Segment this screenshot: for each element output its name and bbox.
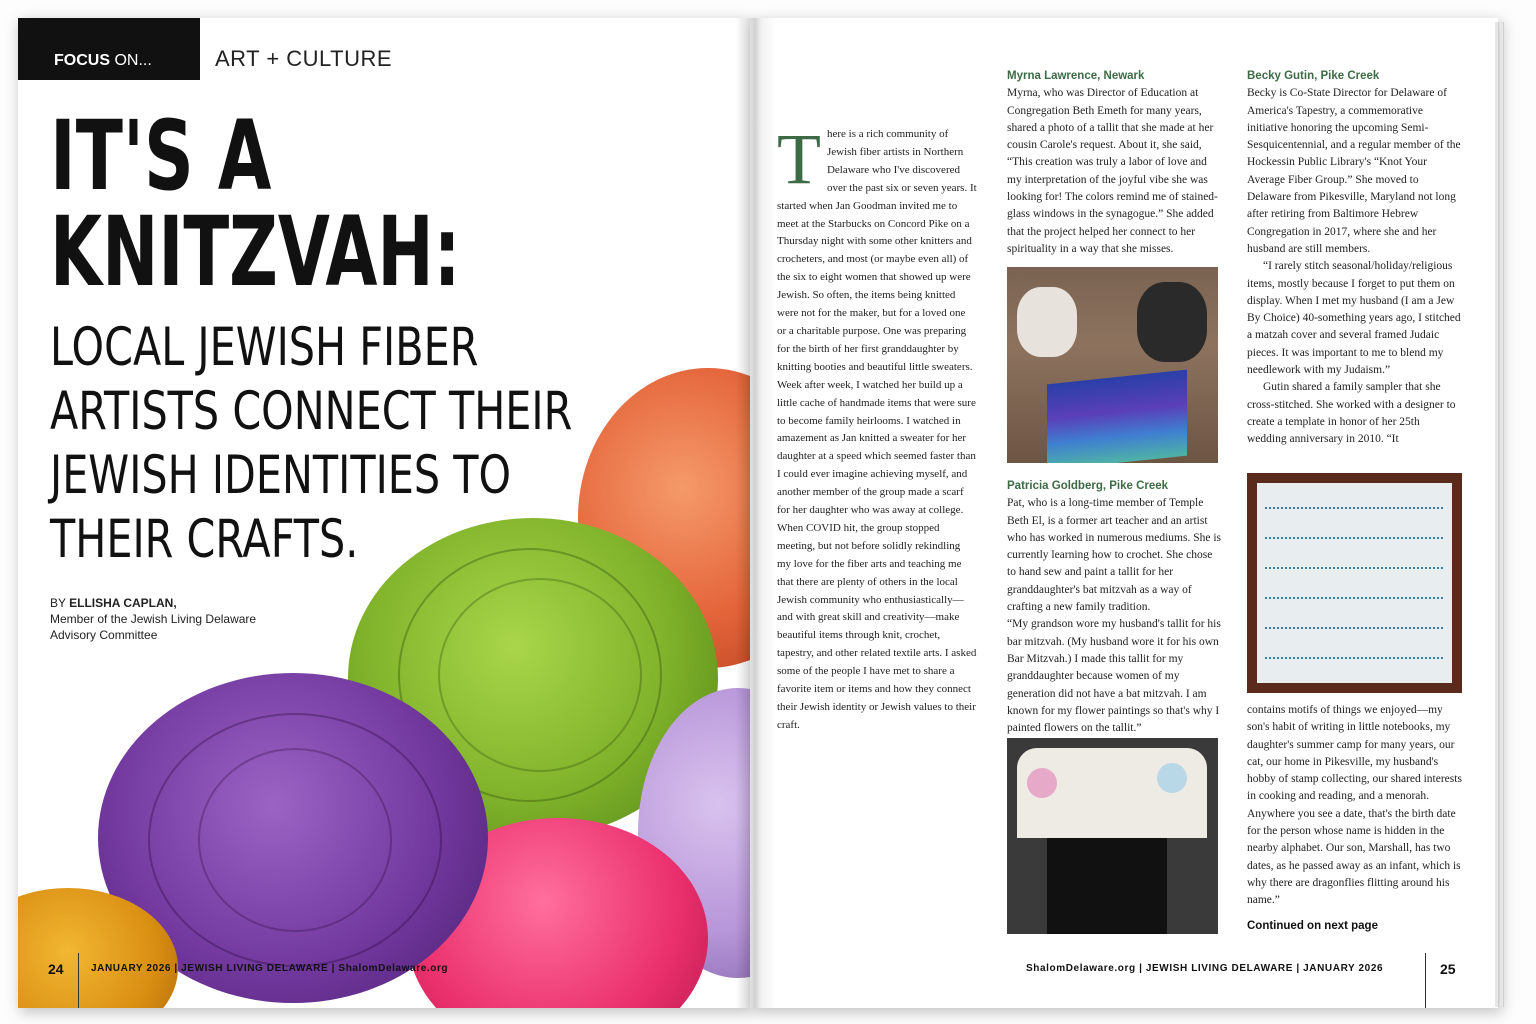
myrna-heading: Myrna Lawrence, Newark — [1007, 70, 1145, 82]
patricia-section — [1007, 478, 1222, 737]
focus-tab-bold: FOCUS — [54, 52, 110, 69]
becky-section-continued — [1247, 702, 1462, 935]
subhead-line-2: ARTISTS CONNECT THEIR — [50, 381, 573, 442]
subhead-line-1: LOCAL JEWISH FIBER — [50, 317, 479, 378]
focus-tab-rest: ON... — [110, 52, 152, 69]
headline-line-2: KNITZVAH: — [50, 196, 461, 308]
intro-text: here is a rich community of Jewish fiber artists in Northern Delaware who I've discovered over the past six or seven years. It started when Jan Goodman invited me to meet at the Starbucks on Concord Pike on a Thursday night with some other knitters and crocheters, and most (or maybe even all) of the six to eight women that showed up were Jewish. So often, the items being knitted were not for the maker, but for a loved one or a charitable purpose. One was preparing for the birth of her first granddaughter by knitting booties and beautiful little sweaters. Week after week, I watched her build up a little cache of handmade items that were sure to become family heirlooms. I watched in amazement as Jan knitted a sweater for her daughter at a speed which seemed faster than I could ever imagine achieving myself, and another member of the group made a scarf for her daughter who was away at college. When COVID hit, the group stopped meeting, but not before solidly rekindling my love for the fiber arts and teaching me that there are plenty of others in the local Jewish community who enthusiastically—and with great skill and creativity—make beautiful items through knit, crochet, tapestry, and other related textile arts. I asked some of the people I have met to share a favorite item or items and how they connect their Jewish identity or Jewish values to their craft. — [777, 128, 977, 731]
yarn-photo — [18, 348, 750, 958]
footer-divider-left — [78, 953, 79, 1008]
patricia-text-2: “My grandson wore my husband's tallit for his bar mitzvah. (My husband wore it for his own Bar Mitzvah.) I made this tallit for my granddaughter because women of my generation did not have a bat mitzvah. I am known for my flower paintings so that's why I painted flowers on the tallit.” — [1007, 618, 1221, 735]
continued-note: Continued on next page — [1247, 919, 1378, 932]
page-edge — [1500, 22, 1504, 1007]
becky-text-1: Becky is Co-State Director for Delaware of America's Tapestry, a commemorative initiative honoring the upcoming Semi-Sesquicentennial, and a regular member of the Hockessin Public Library's “Knot Your Average Fiber Group.” She moved to Delaware from Pikesville, Maryland not long after retiring from Baltimore Hebrew Congregation in 2017, where she and her husband are still members. — [1247, 87, 1461, 255]
section-label: ART + CULTURE — [215, 46, 393, 71]
byline-name: ELLISHA CAPLAN, — [69, 596, 177, 610]
sampler-photo-becky — [1247, 473, 1462, 693]
subhead-line-4: THEIR CRAFTS. — [50, 509, 359, 570]
patricia-text-1: Pat, who is a long-time member of Temple Beth El, is a former art teacher and an artist who has worked in numerous mediums. She is currently learning how to crochet. She chose to hand sew and paint a tallit for her granddaughter's bat mitzvah as a way of crafting a new family tradition. — [1007, 497, 1222, 614]
myrna-text: Myrna, who was Director of Education at Congregation Beth Emeth for many years, shared a photo of a tallit that she made at her cousin Carole's request. About it, she said, “This creation was truly a labor of love and my interpretation of the joyful vibe she was looking for! The colors remind me of stained-glass windows in the synagogue.” She added that the project helped her connect to her spirituality in a way that she misses. — [1007, 87, 1218, 255]
subhead-line-3: JEWISH IDENTITIES TO — [50, 445, 512, 506]
becky-text-2: “I rarely stitch seasonal/holiday/religious items, mostly because I forget to put them on display. When I met my husband (I am a Jew By Choice) 40-something years ago, I stitched a matzah cover and several framed Judaic pieces. It was important to me to blend my needlework with my Judaism.” — [1247, 260, 1461, 377]
footer-divider-right — [1425, 953, 1426, 1008]
intro-column — [777, 119, 977, 735]
tallit-photo-myrna — [1007, 267, 1218, 463]
right-page — [750, 18, 1498, 1008]
footer-left: JANUARY 2026 | JEWISH LIVING DELAWARE | ShalomDelaware.org — [91, 963, 449, 974]
becky-heading: Becky Gutin, Pike Creek — [1247, 70, 1380, 82]
drop-cap: T — [777, 119, 821, 199]
focus-tab — [18, 18, 200, 80]
page-edge — [1495, 22, 1499, 1007]
becky-section — [1247, 68, 1462, 449]
left-page — [18, 18, 750, 1008]
becky-text-3: Gutin shared a family sampler that she cross-stitched. She worked with a designer to create a template in honor of her 25th wedding anniversary in 2010. “It — [1247, 381, 1456, 446]
becky-text-4: contains motifs of things we enjoyed—my son's habit of writing in little notebooks, my daughter's summer camp for many years, our cat, our home in Pikesville, my husband's hobby of stamp collecting, our shared interests in cooking and reading, and a menorah. Anywhere you see a date, that's the birth date for the person whose name is hidden in the nearby alphabet. Our son, Marshall, has two dates, as he passed away as an infant, which is why there are dragonflies flitting around his name.” — [1247, 704, 1462, 907]
byline-role: Member of the Jewish Living Delaware Advisory Committee — [50, 612, 257, 642]
page-number-left: 24 — [48, 961, 64, 977]
tallit-photo-patricia — [1007, 738, 1218, 934]
patricia-heading: Patricia Goldberg, Pike Creek — [1007, 480, 1169, 492]
headline-line-1: IT'S A — [50, 100, 272, 212]
byline-prefix: BY — [50, 596, 70, 610]
myrna-section — [1007, 68, 1222, 258]
page-number-right: 25 — [1440, 961, 1456, 977]
footer-right: ShalomDelaware.org | JEWISH LIVING DELAWARE | JANUARY 2026 — [1026, 963, 1384, 974]
